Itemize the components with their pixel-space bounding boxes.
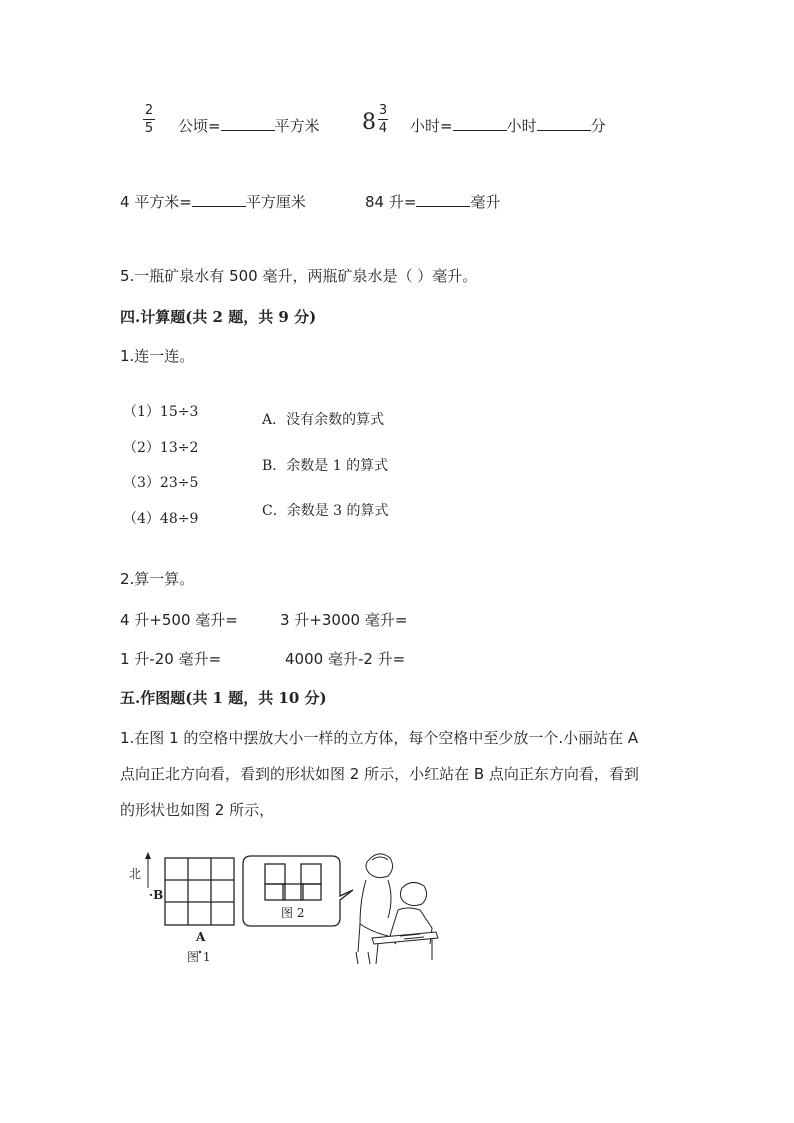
unit-label: 平方厘米	[245, 193, 306, 211]
figure-1-caption: 图 1	[187, 950, 211, 964]
answer-blank[interactable]	[416, 205, 470, 207]
unit-label: 分	[590, 117, 606, 135]
q5-1-line-1: 1.在图 1 的空格中摆放大小一样的立方体，每个空格中至少放一个.小丽站在 A	[120, 729, 639, 747]
fraction-bar	[378, 119, 388, 120]
match-left-item-4[interactable]: （4）48÷9	[123, 511, 199, 527]
fraction-bar	[143, 119, 155, 120]
match-right-item-a[interactable]: A．没有余数的算式	[262, 412, 385, 428]
q1-prompt: 1.连一连。	[120, 347, 195, 365]
grid-figure-1	[165, 858, 234, 925]
calc-item-3: 1 升-20 毫升=	[120, 650, 222, 668]
fraction-numerator: 2	[144, 103, 154, 118]
conversion-hectare	[178, 115, 320, 136]
conversion-hours	[410, 115, 606, 136]
people-illustration	[356, 854, 438, 964]
unit-label: 公顷=	[178, 117, 221, 135]
calc-item-1: 4 升+500 毫升=	[120, 611, 238, 629]
figure	[120, 840, 450, 970]
fraction-three-fourths	[378, 104, 388, 135]
north-arrow-head-icon	[145, 852, 151, 859]
conversion-liters	[365, 191, 500, 212]
match-right-item-c[interactable]: C．余数是 3 的算式	[262, 503, 389, 519]
answer-blank[interactable]	[221, 129, 275, 131]
point-a-label: A	[196, 930, 206, 944]
unit-label: 小时	[506, 117, 537, 135]
section-4-title: 四.计算题(共 2 题，共 9 分)	[120, 308, 317, 326]
fraction-numerator: 3	[378, 103, 388, 118]
q5-1-line-2: 点向正北方向看，看到的形状如图 2 所示，小红站在 B 点向正东方向看，看到	[120, 765, 639, 783]
match-left-item-1[interactable]: （1）15÷3	[123, 404, 199, 420]
north-label: 北	[129, 867, 142, 881]
match-right-item-b[interactable]: B．余数是 1 的算式	[262, 458, 389, 474]
match-left-item-2[interactable]: （2）13÷2	[123, 440, 199, 456]
unit-label: 小时=	[410, 117, 453, 135]
fraction-denominator: 4	[378, 121, 388, 136]
match-left-item-3[interactable]: （3）23÷5	[123, 475, 199, 491]
section-5-title: 五.作图题(共 1 题，共 10 分)	[120, 689, 327, 707]
fraction-denominator: 5	[144, 121, 154, 136]
figure-2-caption: 图 2	[281, 906, 305, 920]
answer-blank[interactable]	[192, 205, 246, 207]
calc-item-4: 4000 毫升-2 升=	[285, 650, 406, 668]
answer-blank[interactable]	[537, 129, 591, 131]
q5-1-line-3: 的形状也如图 2 所示，	[120, 801, 275, 819]
conversion-square-meters	[120, 191, 306, 212]
unit-label: 平方米	[274, 117, 320, 135]
mixed-number-whole: 8	[362, 110, 376, 135]
point-b-label: ·B	[149, 888, 164, 902]
fraction-two-fifths	[143, 104, 155, 135]
unit-label: 84 升=	[365, 193, 417, 211]
unit-label: 毫升	[470, 193, 501, 211]
question-5: 5.一瓶矿泉水有 500 毫升，两瓶矿泉水是（ ）毫升。	[120, 267, 478, 285]
q2-prompt: 2.算一算。	[120, 570, 195, 588]
answer-blank[interactable]	[453, 129, 507, 131]
calc-item-2: 3 升+3000 毫升=	[280, 611, 408, 629]
unit-label: 4 平方米=	[120, 193, 192, 211]
